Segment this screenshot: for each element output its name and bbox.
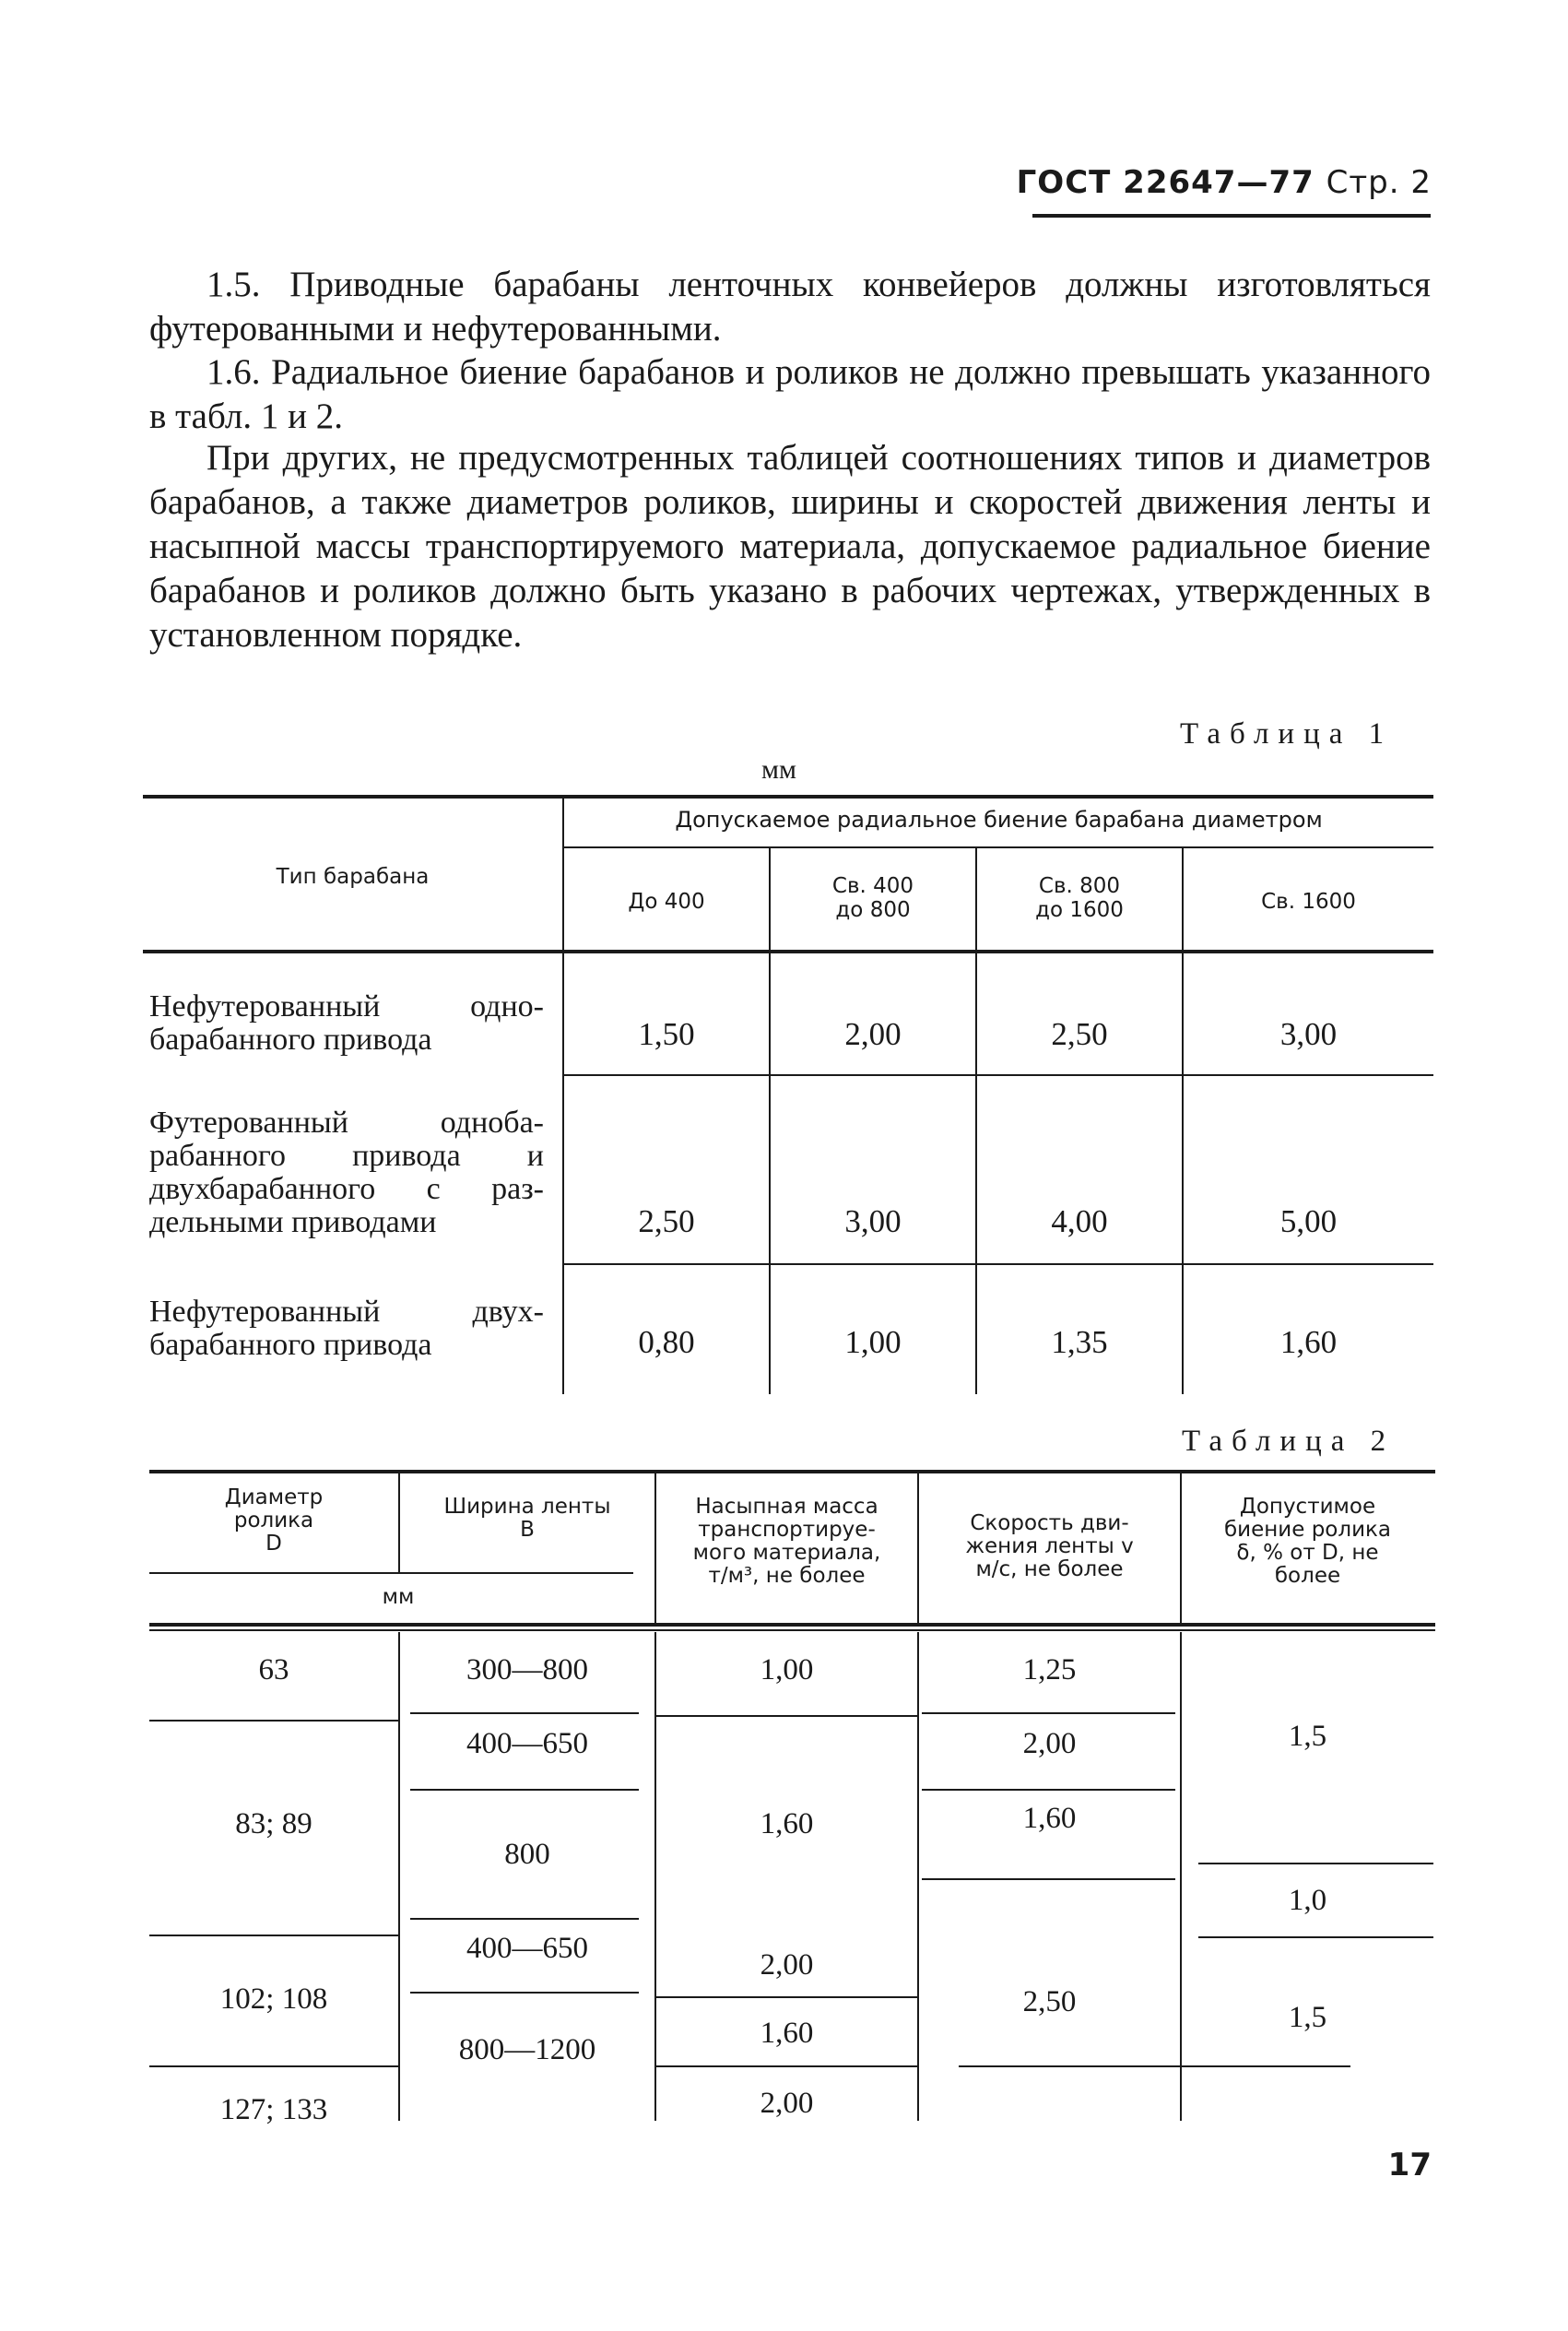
- table1-col-3: Св. 800 до 1600: [1035, 874, 1124, 922]
- table2-cell: 2,00: [760, 1948, 814, 1982]
- table2-rule: [654, 1996, 917, 1998]
- type-line: барабанного привода: [149, 1328, 432, 1362]
- type-line: дельными приводами: [149, 1205, 437, 1239]
- table2-cell: 2,00: [760, 2087, 814, 2120]
- table1-cell: 2,50: [1051, 1016, 1108, 1052]
- type-line: Нефутерованный двух-: [149, 1295, 544, 1329]
- table2-col-runout: Допустимое биение ролика δ, % от D, не более: [1223, 1495, 1392, 1588]
- table1-cell: 2,50: [638, 1203, 695, 1239]
- table2-vline: [1180, 1632, 1182, 2121]
- paragraph-other-cases: При других, не предусмотренных таблицей соотношениях типов и диаметров барабанов, а также диаметров роликов, ширины и скоростей движения ленты и насыпной массы транспортируемого материала, допускаемое радиальное биение барабанов и роликов должно быть указано в рабочих чертежах, утвержденных в установленном порядке.: [149, 438, 1431, 655]
- table1-cell: 2,00: [844, 1016, 902, 1052]
- table2-rule: [410, 1712, 639, 1714]
- table1-vline-1: [769, 848, 771, 1394]
- table1-col-type: Тип барабана: [276, 865, 430, 889]
- table1-row2-type: [149, 1106, 544, 1239]
- type-line: Нефутерованный одно-: [149, 989, 544, 1024]
- table2-cell: 1,0: [1288, 1884, 1327, 1917]
- table2-cell: 800—1200: [458, 2033, 596, 2066]
- table2-cell: 400—650: [466, 1727, 588, 1760]
- page-header: [1017, 164, 1432, 201]
- table2-rule: [1198, 1936, 1433, 1938]
- table1-cell: 1,50: [638, 1016, 695, 1052]
- table2-rule: [410, 1789, 639, 1791]
- table1-cell: 5,00: [1279, 1203, 1338, 1239]
- table1-row2-rule: [564, 1263, 1433, 1265]
- type-line: барабанного привода: [149, 1023, 432, 1057]
- table1-vline-0: [562, 797, 564, 1394]
- type-line: двухбарабанного с раз-: [149, 1172, 544, 1206]
- table2-col-mass: Насыпная масса транспортируе- мого материала, т/м³, не более: [692, 1495, 881, 1588]
- table1-col-2: Св. 400 до 800: [831, 874, 914, 922]
- table2-rule: [922, 1789, 1175, 1791]
- table2-rule: [922, 1712, 1175, 1714]
- table2-unit: мм: [382, 1585, 415, 1609]
- table2-cell: 1,5: [1288, 2001, 1327, 2034]
- table2-rule: [149, 1720, 398, 1722]
- table2-cell: 1,5: [1288, 1720, 1327, 1753]
- table2-cell: 2,00: [1022, 1727, 1077, 1760]
- table2-cell: 400—650: [466, 1932, 588, 1965]
- table1-row1-type: [149, 990, 544, 1057]
- table2-rule: [149, 2065, 398, 2067]
- table2-cell: 800: [504, 1838, 550, 1871]
- table2-col-speed: Скорость дви- жения ленты v м/с, не более: [965, 1511, 1134, 1581]
- table2-cell: 1,60: [760, 1807, 814, 1840]
- table1-cell: 1,00: [844, 1324, 902, 1360]
- table1-cell: 4,00: [1051, 1203, 1108, 1239]
- paragraph-1-6: 1.6. Радиальное биение барабанов и роликов не должно превышать указанного в табл. 1 и 2.: [149, 352, 1431, 436]
- table1-cell: 1,60: [1279, 1324, 1338, 1360]
- table1-cell: 3,00: [1279, 1016, 1338, 1052]
- table2-cell: 1,00: [760, 1653, 814, 1686]
- table1-vline-2: [975, 848, 977, 1394]
- header-rule: [1032, 214, 1431, 218]
- standard-number: ГОСТ 22647—77: [1016, 164, 1315, 201]
- table1-group-header: Допускаемое радиальное биение барабана диаметром: [675, 807, 1323, 833]
- table2-col-width: Ширина ленты B: [443, 1495, 611, 1542]
- table2-cell: 127; 133: [219, 2093, 328, 2126]
- table1-vline-3: [1182, 848, 1184, 1394]
- page-number: 17: [1387, 2147, 1432, 2183]
- paragraph-1-5: 1.5. Приводные барабаны ленточных конвейеров должны изготовляться футерованными и нефутерованными.: [149, 265, 1431, 349]
- table2-header-rule: [149, 1623, 1435, 1627]
- table2-cell: 63: [258, 1653, 289, 1686]
- table1-col-4: Св. 1600: [1261, 890, 1356, 914]
- table2-unit-rule: [149, 1572, 633, 1574]
- table2-cell: 1,25: [1022, 1653, 1077, 1686]
- table1-cell: 1,35: [1051, 1324, 1108, 1360]
- table2-rule: [922, 1878, 1175, 1880]
- table2-rule: [1198, 1863, 1433, 1864]
- table2-cell: 83; 89: [235, 1807, 312, 1840]
- table1-group-rule: [564, 846, 1433, 848]
- table2-cell: 1,60: [760, 2017, 814, 2050]
- table2-col-diameter: Диаметр ролика D: [224, 1485, 324, 1556]
- table2-rule: [654, 2065, 917, 2067]
- table1-row3-type: [149, 1296, 544, 1362]
- table1-col-1: До 400: [628, 890, 705, 914]
- table1-caption: Таблица 1: [1180, 717, 1394, 751]
- table2-cell: 2,50: [1022, 1985, 1077, 2018]
- type-line: рабанного привода и: [149, 1139, 544, 1173]
- page-label: Стр. 2: [1326, 164, 1432, 201]
- table2-vline: [917, 1632, 919, 2121]
- table2-rule: [149, 1935, 398, 1936]
- table2-rule: [410, 1918, 639, 1920]
- table1-cell: 3,00: [844, 1203, 902, 1239]
- table1-cell: 0,80: [638, 1324, 695, 1360]
- table2-top-rule: [149, 1470, 1435, 1473]
- type-line: Футерованный одноба-: [149, 1106, 544, 1140]
- table2-rule: [959, 2065, 1350, 2067]
- table2-header-rule-2: [149, 1629, 1435, 1631]
- table2-cell: 1,60: [1022, 1802, 1077, 1835]
- table2-caption: Таблица 2: [1182, 1425, 1396, 1458]
- table2-rule: [654, 1715, 917, 1717]
- table2-cell: 102; 108: [219, 1982, 328, 2016]
- table2-rule: [410, 1992, 639, 1994]
- table1-header-rule: [143, 950, 1433, 953]
- table1-row1-rule: [564, 1074, 1433, 1076]
- table1-top-rule: [143, 795, 1433, 799]
- table2-cell: 300—800: [466, 1653, 588, 1686]
- table1-unit: мм: [761, 754, 796, 785]
